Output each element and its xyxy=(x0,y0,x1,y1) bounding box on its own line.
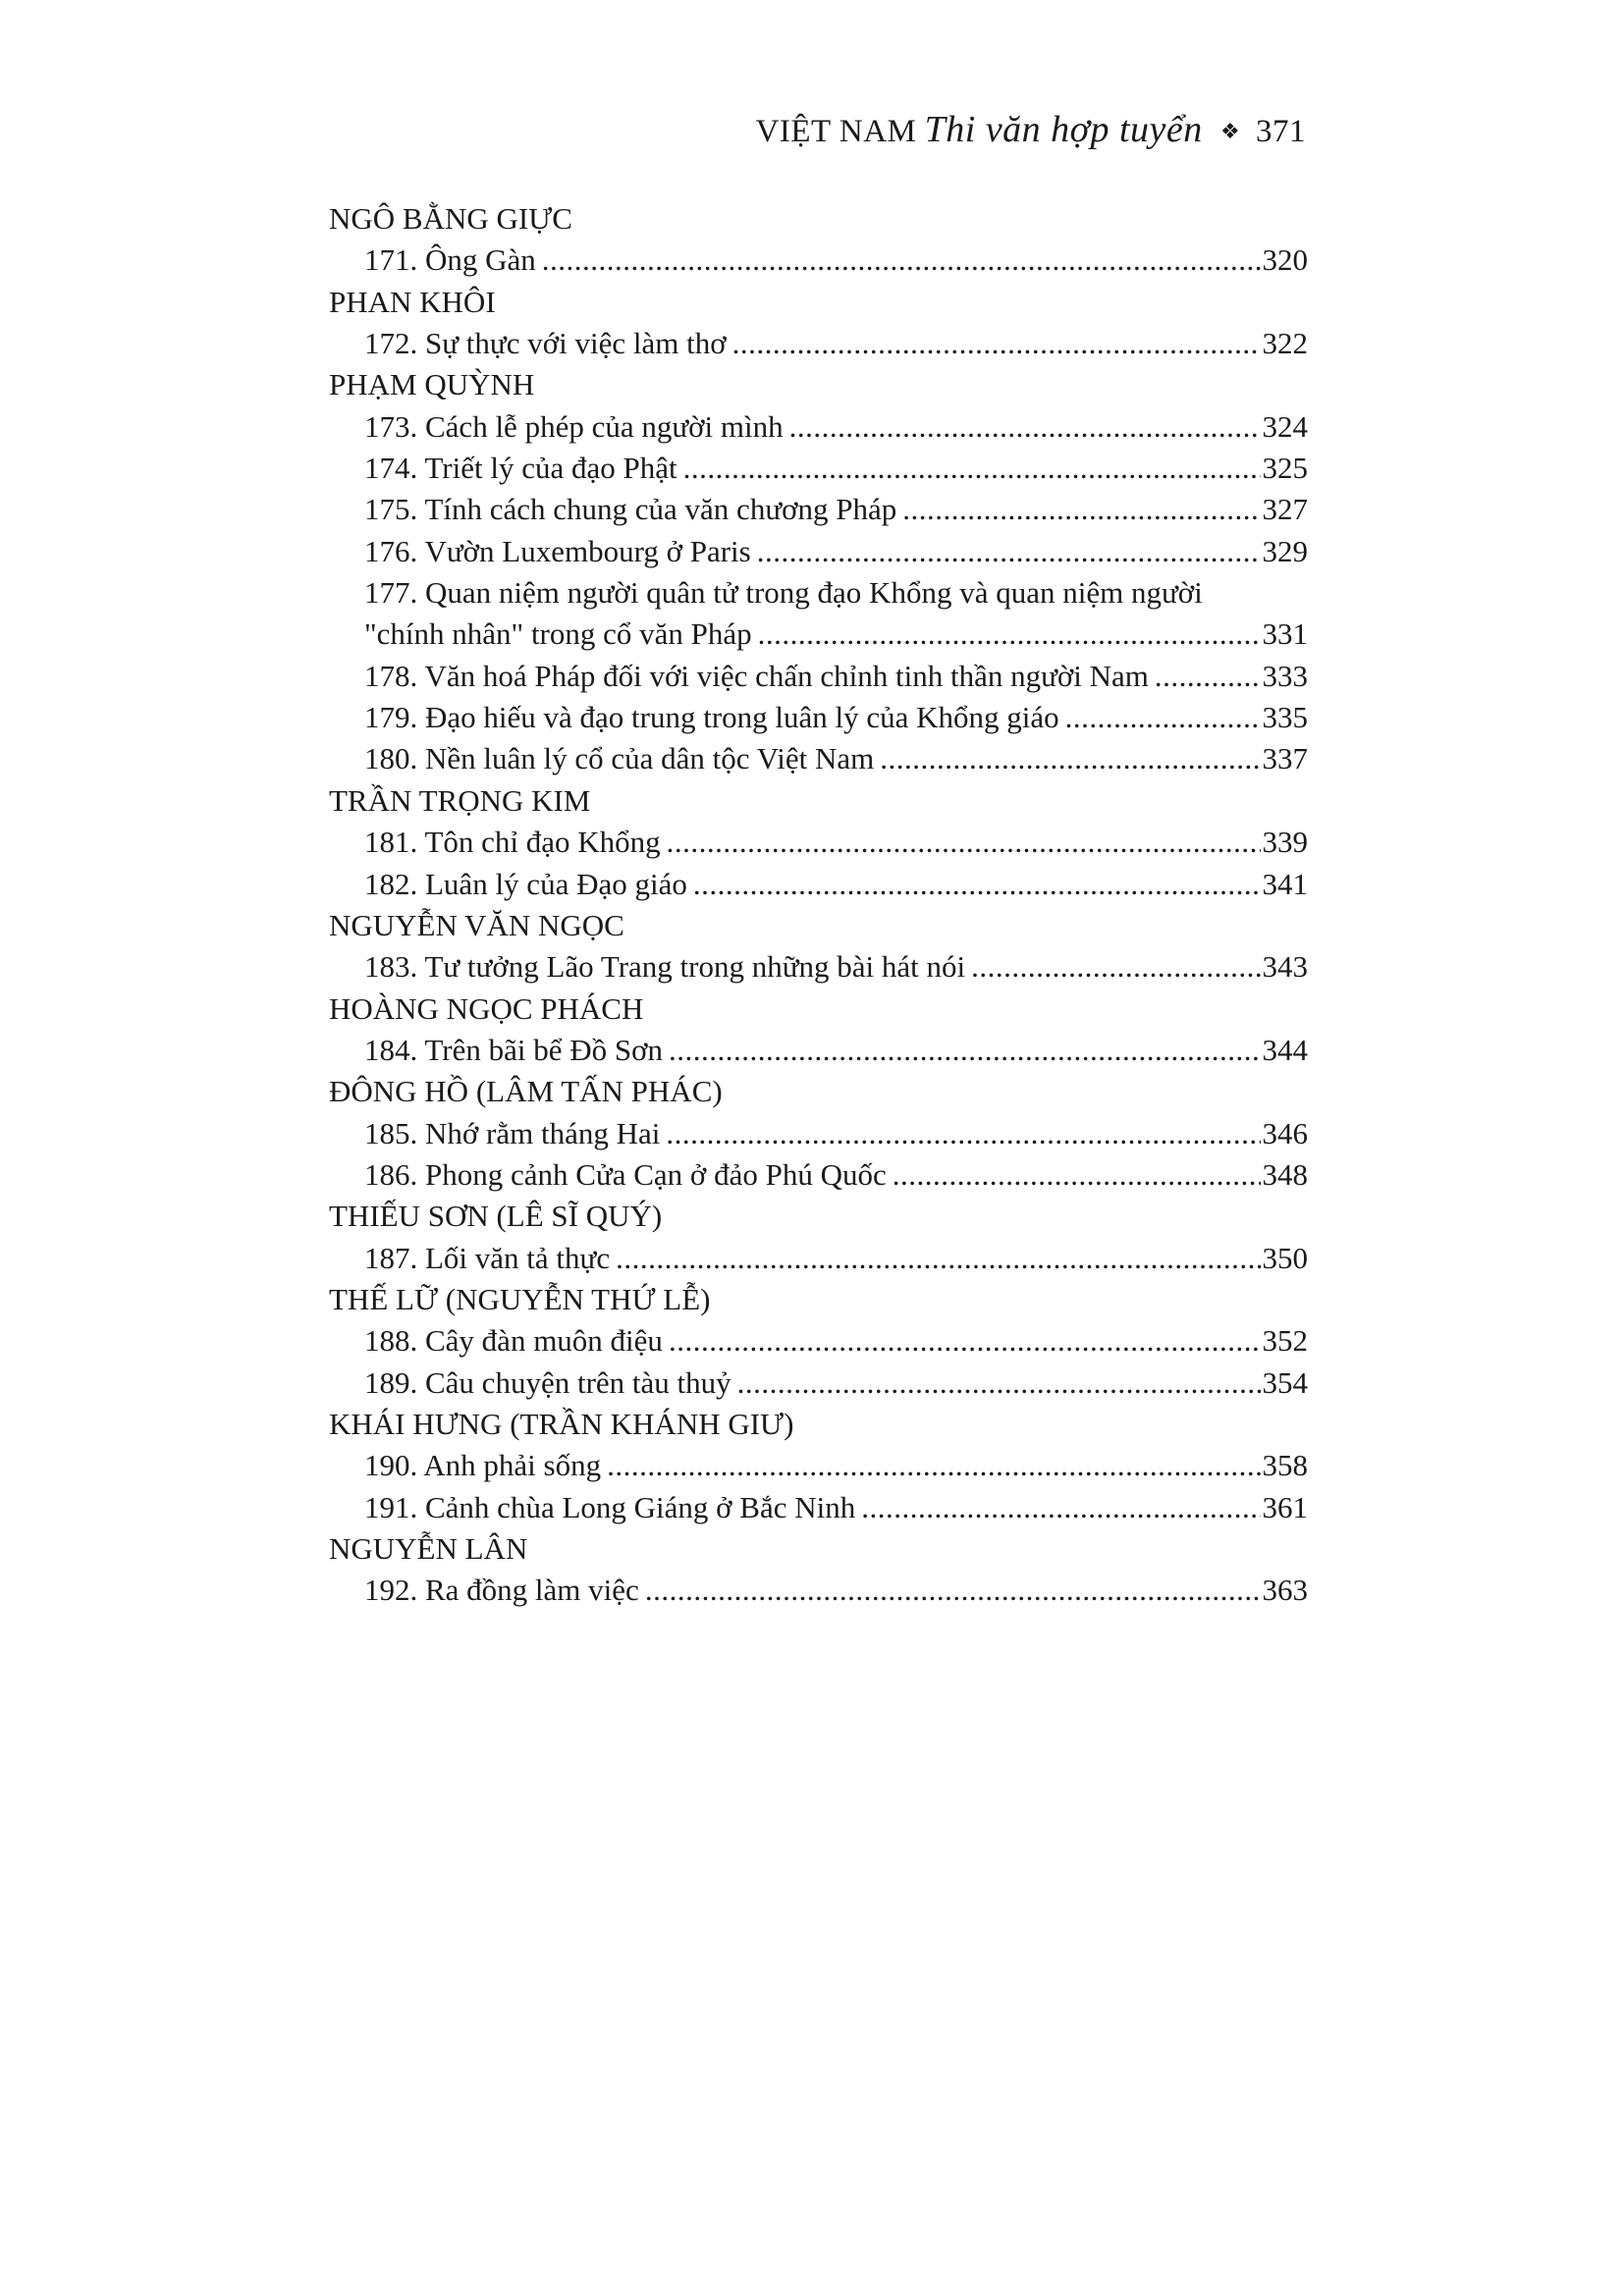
toc-entry-page: 325 xyxy=(1262,451,1308,486)
table-of-contents xyxy=(329,198,1308,1612)
toc-entry-title: 174. Triết lý của đạo Phật xyxy=(364,451,677,486)
dot-leader xyxy=(616,1238,1260,1279)
dot-leader xyxy=(880,738,1260,779)
toc-entry xyxy=(329,656,1308,697)
toc-entry-page: 329 xyxy=(1262,533,1308,568)
toc-entry xyxy=(329,1320,1308,1362)
toc-entry xyxy=(329,406,1308,448)
dot-leader xyxy=(758,614,1261,655)
toc-entry xyxy=(329,1570,1308,1611)
dot-leader xyxy=(667,822,1261,863)
toc-entry-page: 346 xyxy=(1262,1115,1308,1150)
toc-entry-page: 327 xyxy=(1262,492,1308,527)
dot-leader xyxy=(902,489,1260,530)
toc-entry-page: 331 xyxy=(1262,616,1308,652)
dot-leader xyxy=(893,1154,1261,1196)
ornament-icon: ❖ xyxy=(1220,119,1240,143)
toc-entry-page: 363 xyxy=(1262,1573,1308,1608)
dot-leader xyxy=(683,448,1261,489)
toc-entry xyxy=(329,822,1308,863)
dot-leader xyxy=(1065,697,1261,738)
toc-entry-title-line: 177. Quan niệm người quân tử trong đạo Khổng và quan niệm người xyxy=(364,575,1203,611)
toc-entry-page: 339 xyxy=(1262,825,1308,860)
toc-entry-title: 190. Anh phải sống xyxy=(364,1448,602,1483)
toc-entry xyxy=(329,738,1308,779)
toc-entry-page: 350 xyxy=(1262,1240,1308,1275)
dot-leader xyxy=(645,1570,1261,1611)
toc-entry-title: 173. Cách lễ phép của người mình xyxy=(364,408,784,444)
toc-author-heading: PHAN KHÔI xyxy=(329,284,496,319)
dot-leader xyxy=(789,406,1261,448)
toc-author-heading: NGÔ BẰNG GIỰC xyxy=(329,201,572,236)
toc-author-heading: KHÁI HƯNG (TRẦN KHÁNH GIƯ) xyxy=(329,1406,794,1441)
toc-entry xyxy=(329,1445,1308,1486)
toc-entry-page: 343 xyxy=(1262,949,1308,985)
running-header xyxy=(0,106,1306,158)
toc-entry-title: 188. Cây đàn muôn điệu xyxy=(364,1323,663,1359)
toc-entry-page: 335 xyxy=(1262,700,1308,735)
dot-leader xyxy=(666,1113,1260,1154)
dot-leader xyxy=(732,323,1261,364)
page-number: 371 xyxy=(1256,114,1306,149)
toc-entry xyxy=(329,1030,1308,1071)
toc-entry-page: 341 xyxy=(1262,866,1308,901)
dot-leader xyxy=(861,1487,1260,1528)
toc-entry-title: 180. Nền luân lý cổ của dân tộc Việt Nam xyxy=(364,741,875,776)
toc-author-heading: ĐÔNG HỒ (LÂM TẤN PHÁC) xyxy=(329,1074,723,1109)
toc-entry-title: 179. Đạo hiếu và đạo trung trong luân lý của Khổng giáo xyxy=(364,700,1059,735)
toc-entry-page: 333 xyxy=(1262,658,1308,693)
toc-entry-page: 344 xyxy=(1262,1032,1308,1067)
dot-leader xyxy=(669,1320,1261,1362)
toc-entry xyxy=(329,946,1308,988)
toc-entry-title: 183. Tư tưởng Lão Trang trong những bài hát nói xyxy=(364,949,966,985)
toc-entry xyxy=(329,1487,1308,1528)
toc-entry-title: 175. Tính cách chung của văn chương Pháp xyxy=(364,492,897,527)
header-book-prefix: VIỆT NAM xyxy=(755,114,917,149)
toc-entry-page: 358 xyxy=(1262,1448,1308,1483)
toc-author-heading: THIẾU SƠN (LÊ SĨ QUÝ) xyxy=(329,1199,663,1234)
toc-entry xyxy=(329,323,1308,364)
dot-leader xyxy=(693,864,1261,905)
toc-entry-title: 181. Tôn chỉ đạo Khổng xyxy=(364,825,661,860)
toc-entry-page: 354 xyxy=(1262,1364,1308,1400)
toc-entry-title: 171. Ông Gàn xyxy=(364,242,536,278)
toc-author-heading: PHẠM QUỲNH xyxy=(329,367,535,402)
toc-entry-page: 337 xyxy=(1262,741,1308,776)
toc-entry xyxy=(329,1238,1308,1279)
toc-entry xyxy=(329,864,1308,905)
toc-entry xyxy=(329,1362,1308,1404)
dot-leader xyxy=(757,531,1261,572)
toc-entry xyxy=(329,489,1308,530)
toc-author-heading: NGUYỄN VĂN NGỌC xyxy=(329,907,624,942)
header-book-title: Thi văn hợp tuyển xyxy=(924,109,1203,150)
toc-entry xyxy=(329,614,1308,655)
toc-entry-page: 361 xyxy=(1262,1489,1308,1524)
toc-entry xyxy=(329,697,1308,738)
toc-entry-title: 191. Cảnh chùa Long Giáng ở Bắc Ninh xyxy=(364,1489,856,1524)
toc-entry-title: 182. Luân lý của Đạo giáo xyxy=(364,866,687,901)
toc-author-heading: NGUYỄN LÂN xyxy=(329,1531,528,1566)
toc-entry-title: 184. Trên bãi bể Đồ Sơn xyxy=(364,1032,664,1067)
toc-author-heading: TRẦN TRỌNG KIM xyxy=(329,782,591,818)
toc-entry-title: 176. Vườn Luxembourg ở Paris xyxy=(364,533,751,568)
toc-entry xyxy=(329,240,1308,281)
toc-entry-title: 185. Nhớ rằm tháng Hai xyxy=(364,1115,661,1150)
dot-leader xyxy=(1155,656,1261,697)
toc-entry-title: 178. Văn hoá Pháp đối với việc chấn chỉnh tinh thần người Nam xyxy=(364,658,1149,693)
toc-entry xyxy=(329,448,1308,489)
toc-entry-page: 320 xyxy=(1262,242,1308,278)
toc-entry xyxy=(329,1113,1308,1154)
dot-leader xyxy=(669,1030,1260,1071)
toc-entry-title: 172. Sự thực với việc làm thơ xyxy=(364,326,727,361)
toc-entry-page: 324 xyxy=(1262,408,1308,444)
dot-leader xyxy=(542,240,1261,281)
toc-author-heading: HOÀNG NGỌC PHÁCH xyxy=(329,990,644,1026)
toc-entry-page: 348 xyxy=(1262,1156,1308,1192)
toc-entry xyxy=(329,531,1308,572)
dot-leader xyxy=(737,1362,1261,1404)
toc-entry-title: "chính nhân" trong cổ văn Pháp xyxy=(364,616,752,652)
dot-leader xyxy=(607,1445,1260,1486)
toc-entry-title: 189. Câu chuyện trên tàu thuỷ xyxy=(364,1364,731,1400)
toc-entry-title: 186. Phong cảnh Cửa Cạn ở đảo Phú Quốc xyxy=(364,1156,887,1192)
toc-entry-page: 322 xyxy=(1262,326,1308,361)
toc-entry xyxy=(329,1154,1308,1196)
dot-leader xyxy=(971,946,1260,988)
toc-author-heading: THẾ LỮ (NGUYỄN THỨ LỄ) xyxy=(329,1281,711,1316)
toc-entry-title: 187. Lối văn tả thực xyxy=(364,1240,611,1275)
toc-entry-page: 352 xyxy=(1262,1323,1308,1359)
toc-entry-title: 192. Ra đồng làm việc xyxy=(364,1573,639,1608)
